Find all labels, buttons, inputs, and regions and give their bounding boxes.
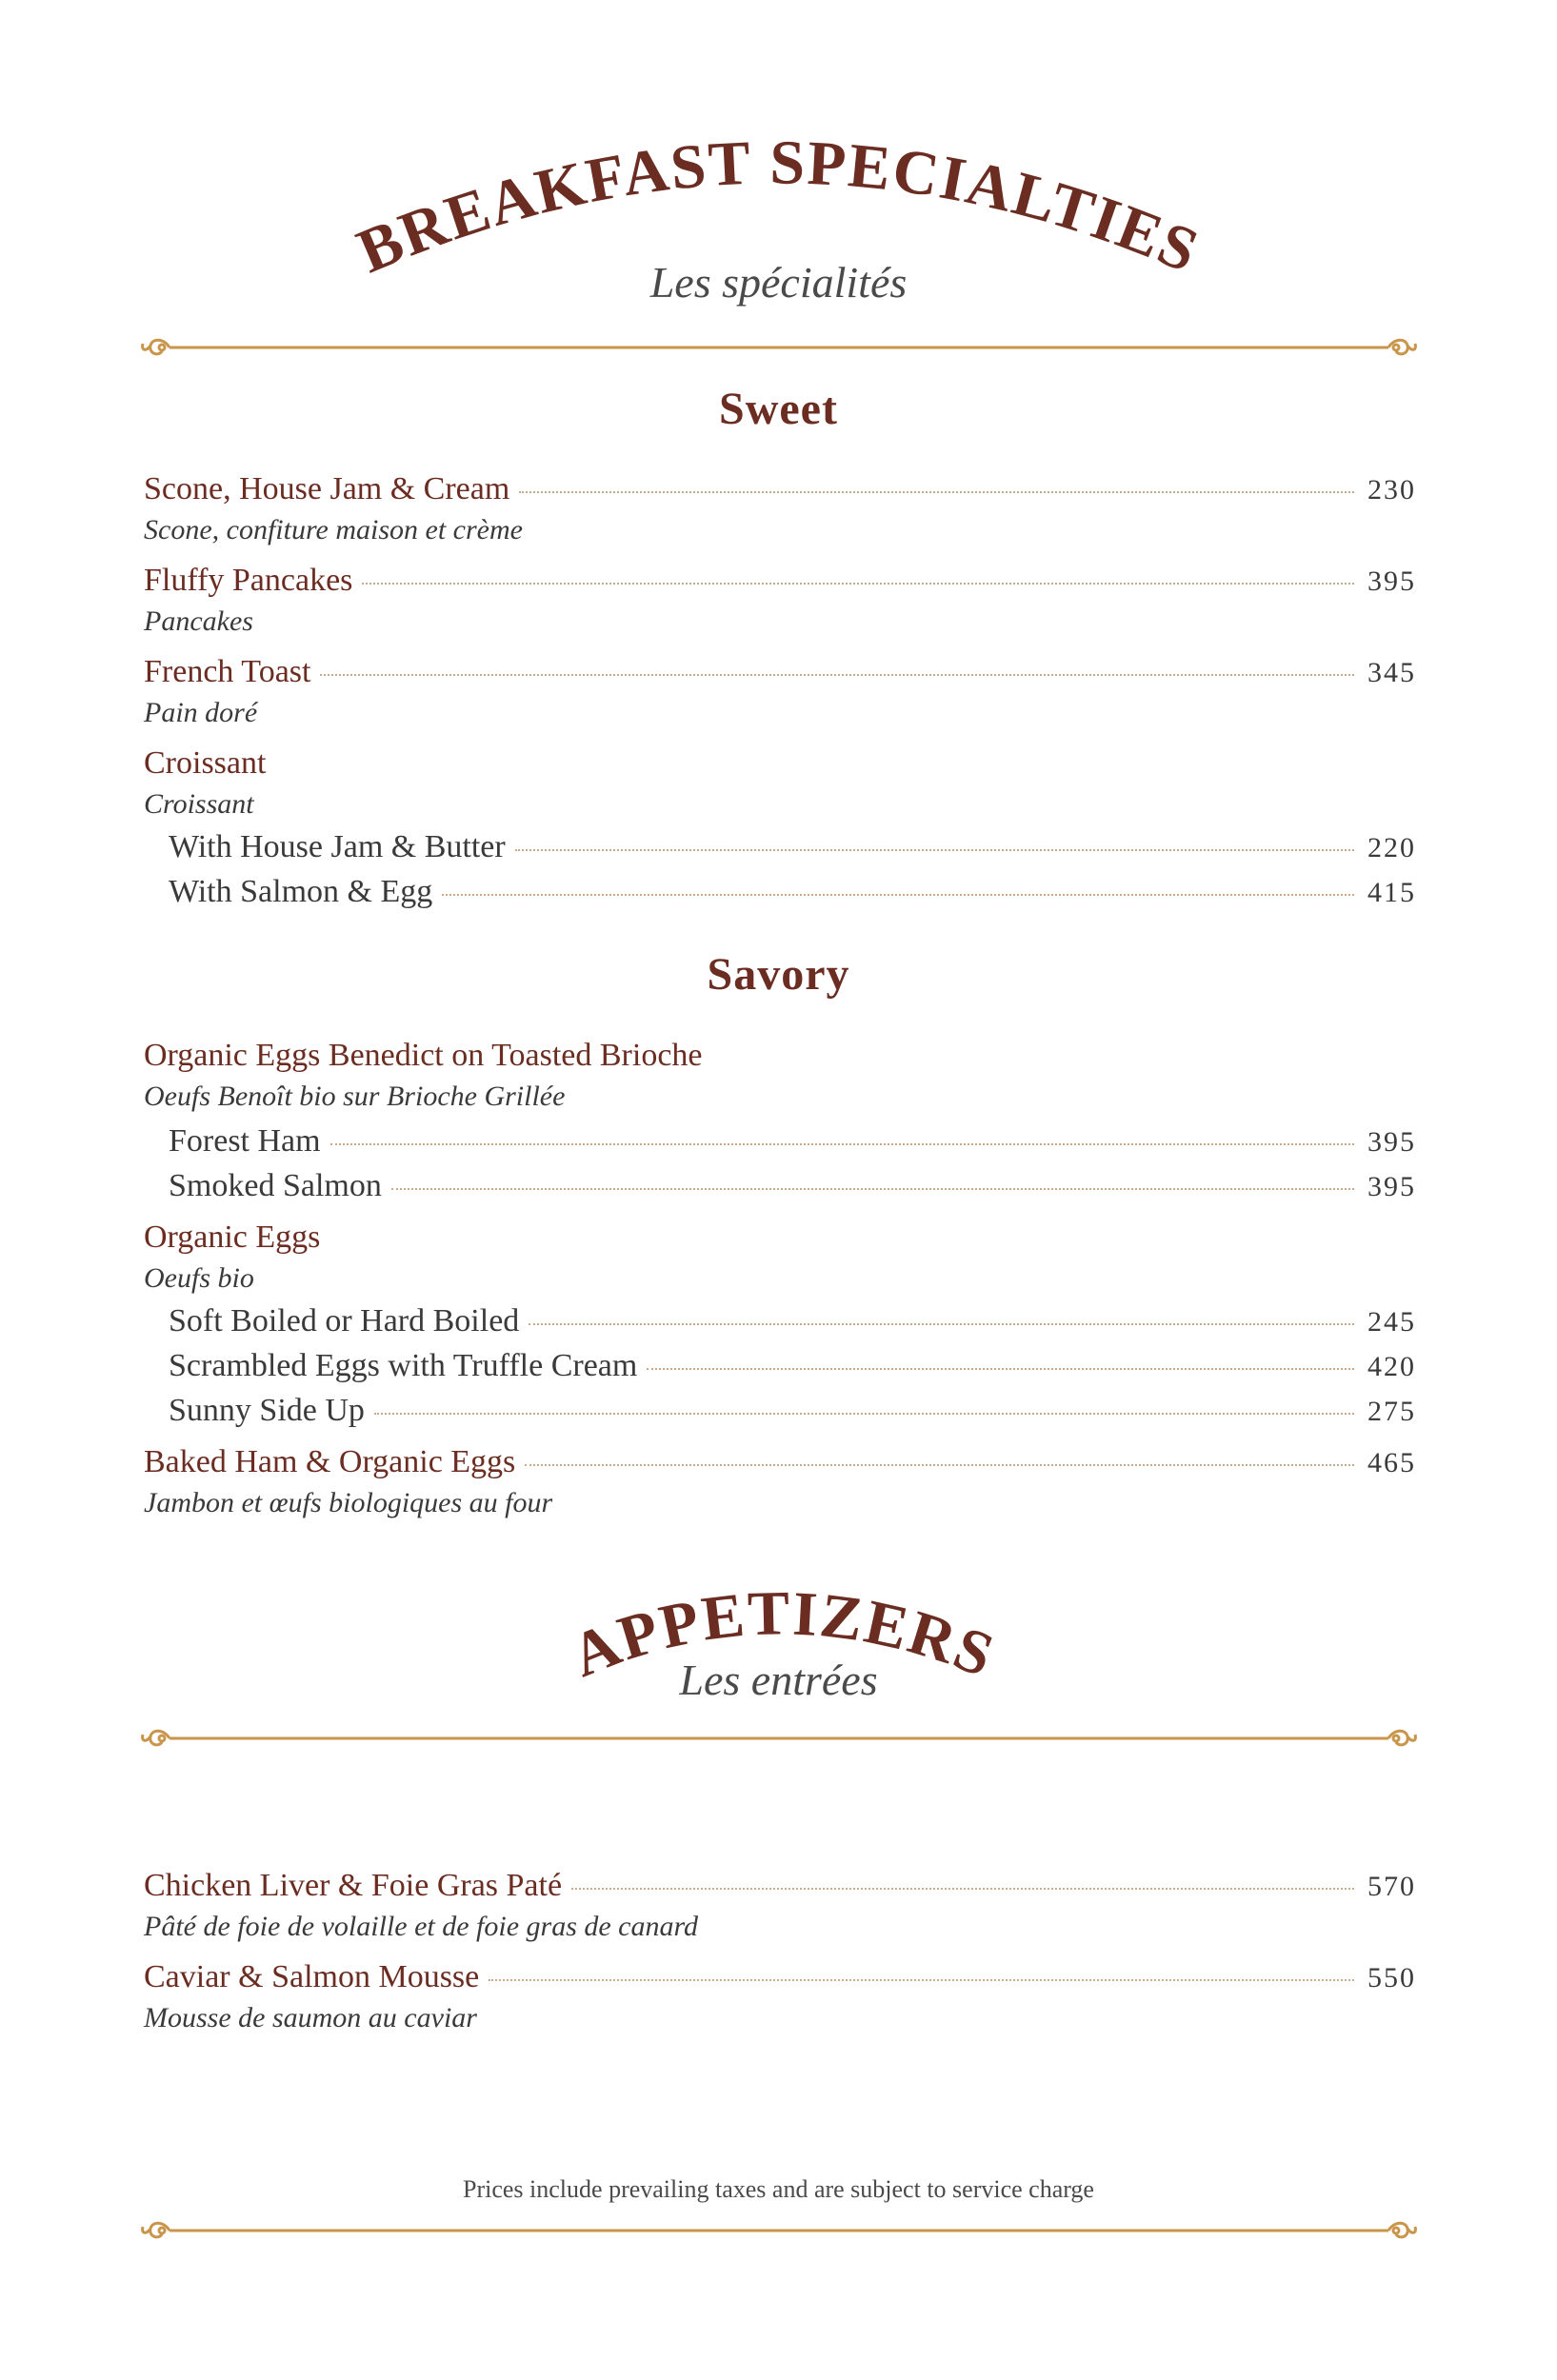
item-french: Pâté de foie de volaille et de foie gras de canard [144, 1911, 699, 1942]
leader-dots [374, 1413, 1354, 1415]
menu-option [169, 829, 1416, 865]
footer-note: Prices include prevailing taxes and are subject to service charge [463, 2175, 1094, 2203]
item-french: Mousse de saumon au caviar [144, 2002, 477, 2033]
option-name: Forest Ham [169, 1123, 321, 1159]
item-name: Caviar & Salmon Mousse [144, 1959, 480, 1994]
option-price: 420 [1367, 1351, 1416, 1382]
menu-item [144, 1444, 1416, 1480]
option-name: Soft Boiled or Hard Boiled [169, 1303, 520, 1339]
appetizers-subtitle: Les entrées [679, 1656, 878, 1704]
menu-option [169, 1348, 1416, 1384]
leader-dots [489, 1979, 1354, 1981]
leader-dots [647, 1368, 1354, 1370]
menu-item [144, 1868, 1416, 1904]
item-french: Pain doré [144, 697, 258, 728]
menu-item [144, 1959, 1416, 1995]
item-name: Organic Eggs Benedict on Toasted Brioche [144, 1038, 703, 1073]
item-french: Scone, confiture maison et crème [144, 514, 523, 545]
ornament-divider [141, 328, 1417, 367]
option-name: Smoked Salmon [169, 1168, 382, 1203]
item-price: 465 [1367, 1447, 1416, 1478]
leader-dots [320, 674, 1354, 676]
option-price: 395 [1367, 1126, 1416, 1158]
option-name: Scrambled Eggs with Truffle Cream [169, 1348, 638, 1383]
leader-dots [391, 1188, 1354, 1190]
option-name: With Salmon & Egg [169, 874, 433, 909]
menu-option [169, 1303, 1416, 1339]
item-french: Oeufs Benoît bio sur Brioche Grillée [144, 1081, 566, 1112]
option-price: 220 [1367, 832, 1416, 863]
leader-dots [330, 1143, 1354, 1145]
leader-dots [525, 1464, 1354, 1466]
menu-item [144, 563, 1416, 599]
category-sweet: Sweet [719, 384, 838, 434]
svg-text:BREAKFAST SPECIALTIES: BREAKFAST SPECIALTIES [348, 128, 1209, 288]
option-price: 395 [1367, 1171, 1416, 1202]
item-name: Fluffy Pancakes [144, 563, 353, 598]
menu-option [169, 1168, 1416, 1204]
item-name: Baked Ham & Organic Eggs [144, 1444, 516, 1479]
leader-dots [515, 849, 1354, 851]
leader-dots [529, 1323, 1354, 1325]
item-name: Organic Eggs [144, 1220, 321, 1255]
leader-dots [362, 583, 1354, 585]
category-savory: Savory [707, 949, 850, 1000]
menu-item [144, 471, 1416, 507]
svg-text:APPETIZERS: APPETIZERS [562, 1578, 1005, 1692]
menu-item [144, 745, 1416, 782]
item-price: 570 [1367, 1871, 1416, 1902]
ornament-divider [141, 2211, 1417, 2250]
leader-dots [519, 491, 1354, 493]
ornament-divider [141, 1719, 1417, 1757]
item-name: Chicken Liver & Foie Gras Paté [144, 1868, 563, 1903]
item-french: Croissant [144, 788, 254, 820]
menu-item [144, 1038, 1416, 1074]
item-french: Jambon et œufs biologiques au four [144, 1487, 553, 1518]
leader-dots [571, 1888, 1354, 1890]
menu-option [169, 1393, 1416, 1429]
item-french: Pancakes [144, 605, 253, 637]
item-price: 230 [1367, 474, 1416, 506]
menu-item [144, 654, 1416, 690]
option-name: Sunny Side Up [169, 1393, 365, 1428]
option-price: 245 [1367, 1306, 1416, 1338]
leader-dots [442, 894, 1354, 896]
item-name: Scone, House Jam & Cream [144, 471, 510, 506]
item-price: 345 [1367, 657, 1416, 688]
item-name: French Toast [144, 654, 311, 689]
menu-option [169, 874, 1416, 910]
item-french: Oeufs bio [144, 1262, 254, 1294]
breakfast-subtitle: Les spécialités [649, 258, 908, 307]
item-name: Croissant [144, 745, 267, 781]
item-price: 395 [1367, 565, 1416, 597]
option-price: 415 [1367, 877, 1416, 908]
menu-option [169, 1123, 1416, 1160]
option-price: 275 [1367, 1396, 1416, 1427]
menu-item [144, 1220, 1416, 1256]
item-price: 550 [1367, 1962, 1416, 1993]
option-name: With House Jam & Butter [169, 829, 506, 864]
